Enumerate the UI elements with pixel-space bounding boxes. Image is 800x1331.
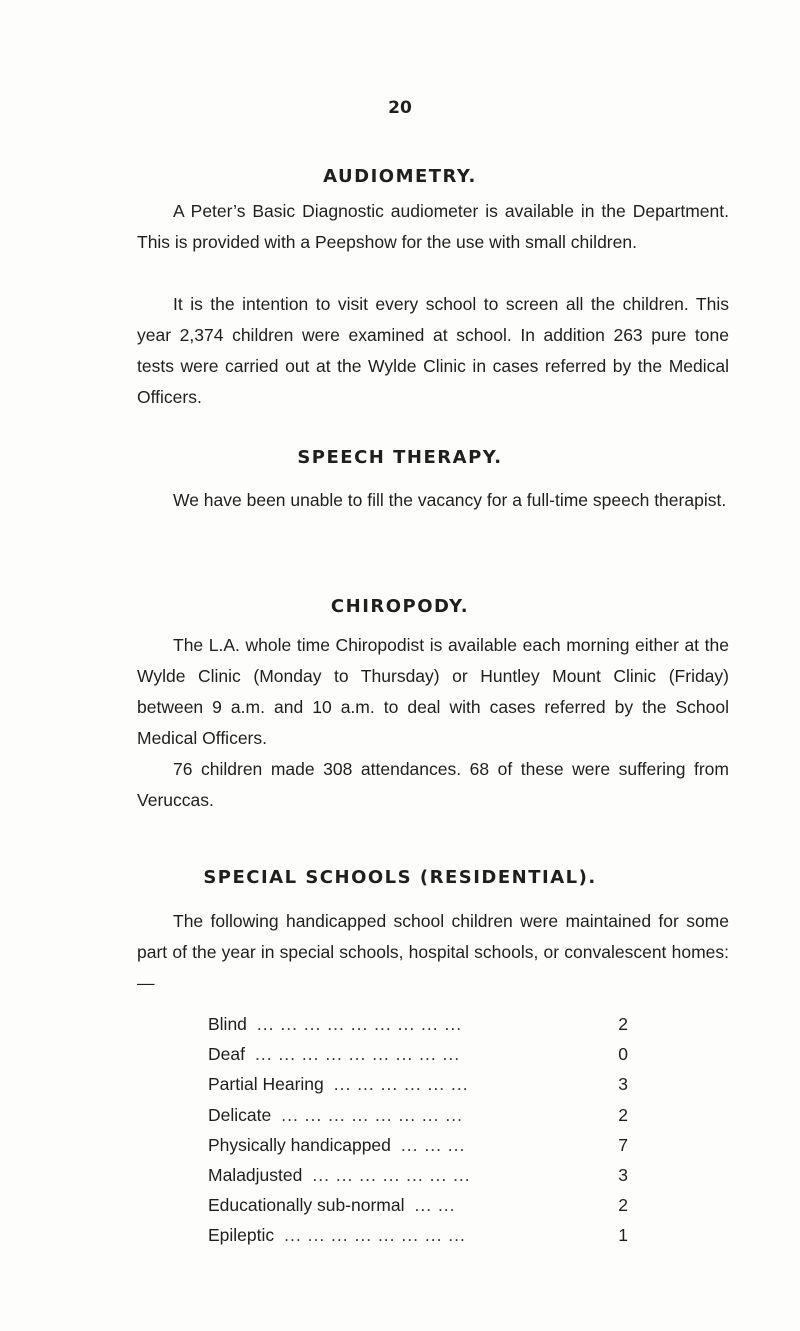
leader-dots: ... ... ... ... ... ... ... ... (281, 1104, 463, 1125)
item-label: Maladjusted (208, 1164, 303, 1185)
special-schools-paragraph: The following handicapped school children were maintained for some part of the year in special schools, hospital schools, or convalescent homes:— (137, 911, 729, 993)
special-schools-heading: SPECIAL SCHOOLS (RESIDENTIAL). (203, 867, 597, 888)
list-item (208, 1190, 628, 1220)
speech-therapy-paragraph: We have been unable to fill the vacancy for a full-time speech therapist. (173, 490, 727, 510)
audiometry-paragraph-2: It is the intention to visit every school to screen all the children. This year 2,374 children were examined at school. In addition 263 pure tone tests were carried out at the Wylde Clinic in cases referred by the Medical Officers. (137, 294, 729, 407)
leader-dots: ... ... ... ... ... ... ... ... (284, 1225, 466, 1246)
item-label: Partial Hearing (208, 1074, 324, 1095)
item-value: 2 (618, 1195, 628, 1216)
leader-dots: ... ... ... ... ... ... (333, 1074, 469, 1095)
list-item (208, 1130, 628, 1160)
item-label: Deaf (208, 1044, 245, 1065)
list-item (208, 1069, 628, 1099)
item-label: Physically handicapped (208, 1134, 391, 1155)
list-item (208, 1160, 628, 1190)
chiropody-paragraph-1: The L.A. whole time Chiropodist is available each morning either at the Wylde Clinic (Monday to Thursday) or Huntley Mount Clinic (Friday) between 9 a.m. and 10 a.m. to deal with cases referred by the School Medical Officers. (137, 635, 729, 748)
leader-dots: ... ... ... ... ... ... ... ... ... (254, 1044, 461, 1065)
item-label: Blind (208, 1014, 247, 1034)
chiropody-paragraph-2: 76 children made 308 attendances. 68 of these were suffering from Veruccas. (137, 759, 729, 810)
list-item (208, 1220, 628, 1250)
list-item (208, 1039, 628, 1069)
page-number: 20 (388, 98, 412, 118)
item-value: 2 (618, 1104, 628, 1125)
item-label: Educationally sub-normal (208, 1195, 405, 1216)
item-value: 3 (618, 1164, 628, 1185)
leader-dots: ... ... ... ... ... ... ... (312, 1164, 471, 1185)
item-value: 3 (618, 1074, 628, 1095)
leader-dots: ... ... ... (400, 1134, 466, 1155)
audiometry-heading: AUDIOMETRY. (323, 166, 477, 187)
handicap-list (208, 1009, 628, 1251)
leader-dots: ... ... (414, 1195, 456, 1216)
audiometry-paragraph-1: A Peter’s Basic Diagnostic audiometer is available in the Department. This is provided with a Peepshow for the use with small children. (137, 201, 729, 252)
item-value: 7 (618, 1134, 628, 1155)
item-value: 1 (618, 1225, 628, 1246)
item-label: Delicate (208, 1104, 272, 1125)
list-item (208, 1100, 628, 1130)
leader-dots: ... ... ... ... ... ... ... ... ... (256, 1014, 463, 1034)
item-label: Epileptic (208, 1225, 275, 1246)
item-value: 0 (618, 1044, 628, 1065)
speech-therapy-heading: SPEECH THERAPY. (297, 447, 503, 468)
chiropody-heading: CHIROPODY. (330, 596, 470, 617)
list-item (208, 1009, 628, 1039)
item-value: 2 (618, 1014, 628, 1034)
